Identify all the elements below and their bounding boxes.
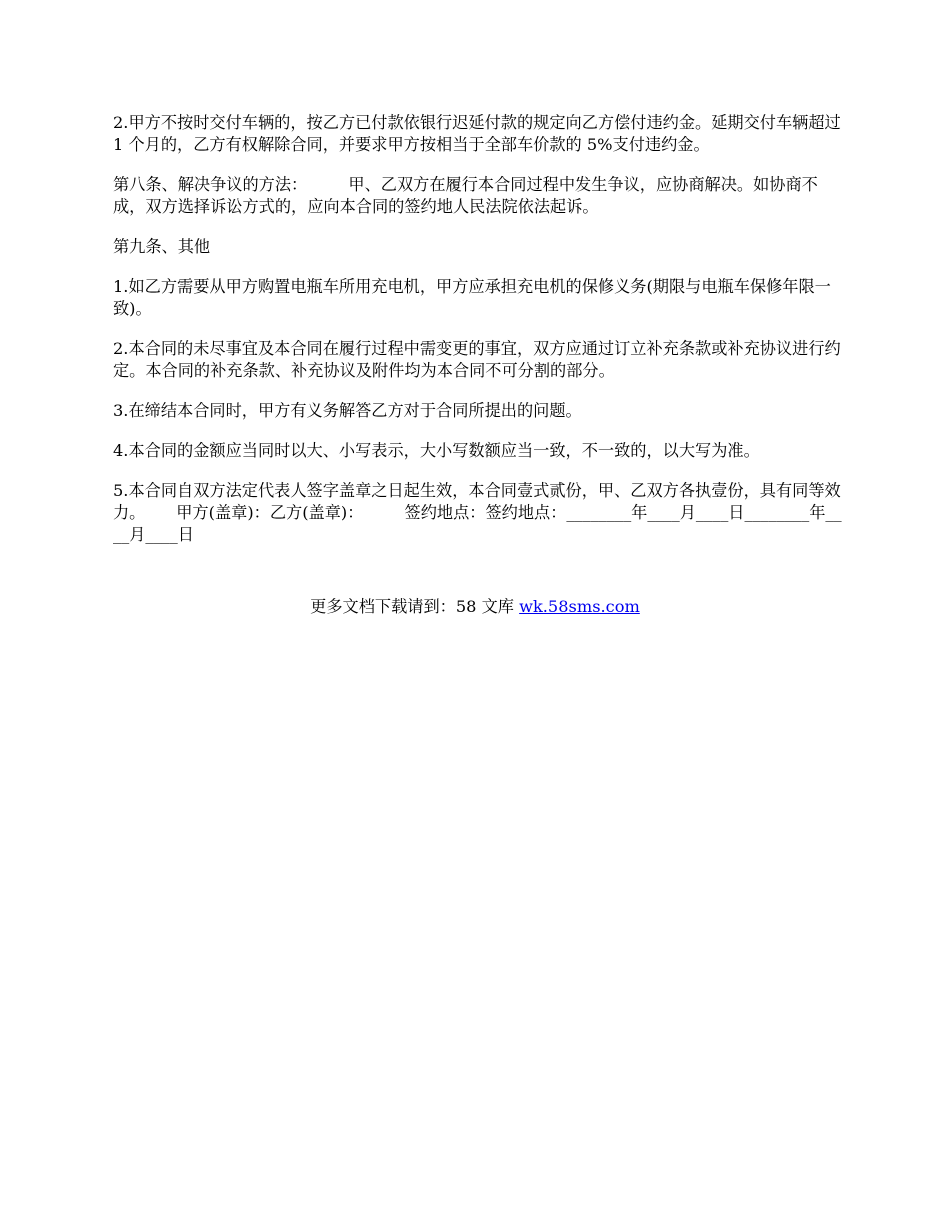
download-footer <box>0 596 950 618</box>
paragraph-article-9-heading: 第九条、其他 <box>113 237 211 256</box>
paragraph-supplementary-terms: 2.本合同的未尽事宜及本合同在履行过程中需变更的事宜，双方应通过订立补充条款或补充协议进行约定。本合同的补充条款、补充协议及附件均为本合同不可分割的部分。 <box>113 339 841 380</box>
paragraph-questions-duty: 3.在缔结本合同时，甲方有义务解答乙方对于合同所提出的问题。 <box>113 401 582 420</box>
paragraph-article-8-dispute: 第八条、解决争议的方法： 甲、乙双方在履行本合同过程中发生争议，应协商解决。如协商不成，双方选择诉讼方式的，应向本合同的签约地人民法院依法起诉。 <box>113 175 818 216</box>
paragraph-effectiveness-signature: 5.本合同自双方法定代表人签字盖章之日起生效，本合同壹式贰份，甲、乙双方各执壹份，具有同等效力。 甲方(盖章)：乙方(盖章)： 签约地点：签约地点：________年____月____日________年____月____日 <box>113 481 842 544</box>
footer-prefix-text: 更多文档下载请到：58 文库 <box>310 597 520 616</box>
document-body <box>113 112 848 564</box>
paragraph-delivery-penalty: 2.甲方不按时交付车辆的，按乙方已付款依银行迟延付款的规定向乙方偿付违约金。延期交付车辆超过 1 个月的，乙方有权解除合同，并要求甲方按相当于全部车价款的 5%支付违约金。 <box>113 113 846 154</box>
paragraph-amount-format: 4.本合同的金额应当同时以大、小写表示，大小写数额应当一致，不一致的，以大写为准。 <box>113 441 760 460</box>
footer-download-link[interactable]: wk.58sms.com <box>519 597 640 616</box>
paragraph-charger-warranty: 1.如乙方需要从甲方购置电瓶车所用充电机，甲方应承担充电机的保修义务(期限与电瓶车保修年限一致)。 <box>113 277 831 318</box>
